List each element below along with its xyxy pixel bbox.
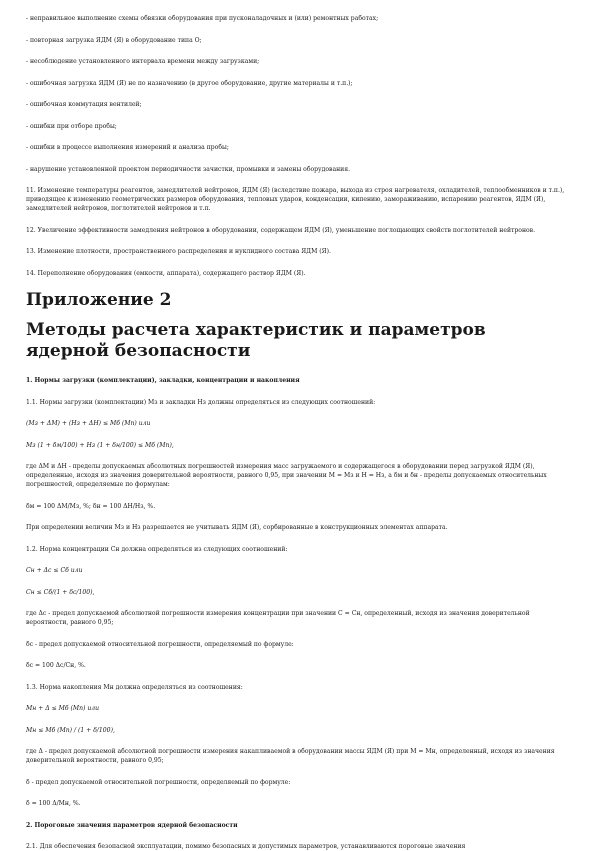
numbered-list xyxy=(26,186,569,278)
paragraph: δс - предел допускаемой относительной погрешности, определяемый по формуле: xyxy=(26,640,294,648)
methods-title: Методы расчета характеристик и параметров ядерной безопасности xyxy=(26,320,486,361)
paragraph: При определении величин Мз и Нз разрешается не учитывать ЯДМ (Я), сорбированные в конструкционных элементах аппарата. xyxy=(26,524,448,531)
list-item: - ошибочная коммутация вентилей; xyxy=(26,101,142,108)
subsection-1-1 xyxy=(26,398,569,533)
equation: Мн ≤ Мб (Мп) / (1 + δ/100), xyxy=(26,726,115,734)
list-item: - ошибки при отборе пробы; xyxy=(26,122,117,130)
paragraph: где Δ - предел допускаемой абсолютной погрешности измерения накапливаемой в оборудовании массы ЯДМ (Я) при М = Мн, определенный, исходя из значения доверительной вероятности, равного 0,95; xyxy=(26,748,555,764)
paragraph: 1.3. Норма накопления Мн должна определяться из соотношения: xyxy=(26,683,243,691)
formula: δс = 100 Δс/Сн, %. xyxy=(26,662,86,669)
paragraph: где Δс - предел допускаемой абсолютной погрешности измерения концентрации при значении С = Сн, определенный, исходя из значения доверительной вероятности, равного 0,95; xyxy=(26,610,530,626)
list-item: - несоблюдение установленного интервала времени между загрузками; xyxy=(26,58,260,65)
equation: Мз (1 + δм/100) + Нз (1 + δн/100) ≤ Мб (Мп), xyxy=(26,441,174,449)
numbered-item: 11. Изменение температуры реагентов, замедлителей нейтронов, ЯДМ (Я) (вследствие пожара, выхода из строя нагревателя, охладителей, теплообменников и т.п.), приводящее к изменению геометрических размеров оборудования, тепловых ударов, конденсации, кипению, замораживанию, испарению реагентов, ЯДМ (Я), замедлителей нейтронов, поглотителей нейтронов и т.п. xyxy=(26,187,565,212)
section-2-heading: 2. Пороговые значения параметров ядерной безопасности xyxy=(26,821,238,829)
section-1-heading: 1. Нормы загрузки (комплектации), закладки, концентрации и накопления xyxy=(26,377,300,384)
equation: (Мз + ΔМ) + (Нз + ΔН) ≤ Мб (Мп) или xyxy=(26,420,151,427)
paragraph: δ - предел допускаемой относительной погрешности, определяемый по формуле: xyxy=(26,778,291,786)
list-item: - неправильное выполнение схемы обвязки оборудования при пусконаладочных и (или) ремонтных работах; xyxy=(26,15,379,22)
formula: δм = 100 ΔМ/Мз, %; δн = 100 ΔН/Нз, %. xyxy=(26,502,156,510)
numbered-item: 13. Изменение плотности, пространственного распределения и нуклидного состава ЯДМ (Я). xyxy=(26,248,331,255)
equation: Мн + Δ ≤ Мб (Мп) или xyxy=(26,705,100,712)
equation: Сн ≤ Сб/(1 + δс/100), xyxy=(26,588,95,596)
paragraph: где ΔМ и ΔН - пределы допускаемых абсолютных погрешностей измерения масс загружаемого и содержащегося в оборудовании перед загрузкой ЯДМ (Я), определенные, исходя из значения доверительной вероятности, равного 0,95, при значении М = Мз и Н = Нз, а δм и δн - пределы допускаемых относительных погрешностей, определяемые по формулам: xyxy=(26,463,547,488)
list-item: - повторная загрузка ЯДМ (Я) в оборудование типа О; xyxy=(26,36,202,44)
equation: Сн + Δс ≤ Сб или xyxy=(26,567,83,574)
numbered-item: 12. Увеличение эффективности замедления нейтронов в оборудовании, содержащем ЯДМ (Я), уменьшение поглощающих свойств поглотителей нейтронов. xyxy=(26,226,536,234)
list-item: - ошибки в процессе выполнения измерений и анализа пробы; xyxy=(26,144,229,151)
paragraph: 2.1. Для обеспечения безопасной эксплуатации, помимо безопасных и допустимых параметров, устанавливаются пороговые значения xyxy=(26,843,466,850)
paragraph: 1.2. Норма концентрации Сн должна определяться из следующих соотношений: xyxy=(26,545,288,553)
bullet-list xyxy=(26,14,569,174)
list-item: - ошибочная загрузка ЯДМ (Я) не по назначению (в другое оборудование, другие материалы и т.п.); xyxy=(26,79,353,87)
formula: δ = 100 Δ/Мн, %. xyxy=(26,800,81,807)
list-item: - нарушение установленной проектом периодичности зачистки, промывки и замены оборудования. xyxy=(26,165,351,173)
subsection-1-2 xyxy=(26,545,569,671)
appendix-title: Приложение 2 xyxy=(26,290,172,310)
subsection-1-3 xyxy=(26,683,569,809)
paragraph: 1.1. Нормы загрузки (комплектации) Мз и закладки Нз должны определяться из следующих соотношений: xyxy=(26,398,376,406)
numbered-item: 14. Переполнение оборудования (емкости, аппарата), содержащего раствор ЯДМ (Я). xyxy=(26,269,306,277)
